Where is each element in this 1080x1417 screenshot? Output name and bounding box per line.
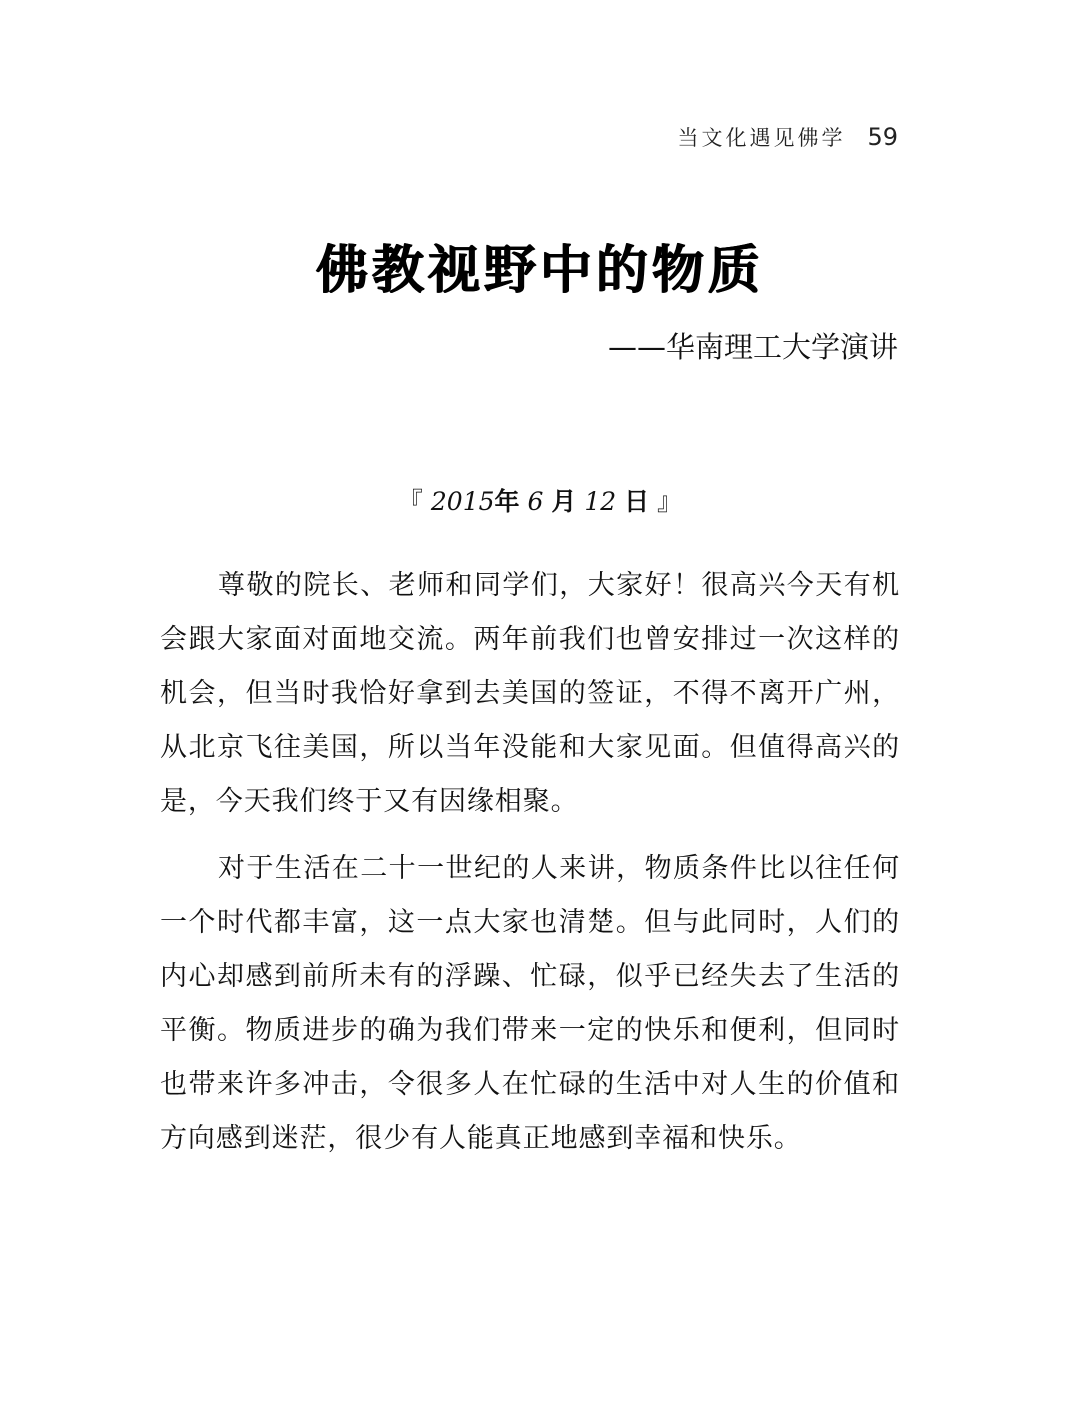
article-title: 佛教视野中的物质: [315, 240, 764, 301]
date-close-bracket: 』: [657, 487, 683, 516]
date-month-unit: 月: [551, 487, 577, 516]
paragraph-2: 对于生活在二十一世纪的人来讲，物质条件比以往任何一个时代都丰富，这一点大家也清楚。但与此同时，人们的内心却感到前所未有的浮躁、忙碌，似乎已经失去了生活的平衡。物质进步的确为我们带来一定的快乐和便利，但同时也带来许多冲击，令很多人在忙碌的生活中对人生的价值和方向感到迷茫，很少有人能真正地感到幸福和快乐。: [160, 853, 900, 1154]
date-month: 6: [527, 487, 544, 516]
date-day-unit: 日: [624, 487, 650, 516]
date-open-bracket: 『: [397, 487, 423, 516]
page-number: 59: [867, 123, 898, 151]
date-year-unit: 年: [494, 487, 520, 516]
running-header: [677, 122, 898, 152]
date-day: 12: [584, 487, 617, 516]
book-title: 当文化遇见佛学: [677, 126, 846, 150]
date-line: [0, 482, 1080, 518]
paragraph-1: 尊敬的院长、老师和同学们，大家好！很高兴今天有机会跟大家面对面地交流。两年前我们也曾安排过一次这样的机会，但当时我恰好拿到去美国的签证，不得不离开广州，从北京飞往美国，所以当年没能和大家见面。但值得高兴的是，今天我们终于又有因缘相聚。: [160, 570, 900, 817]
article-subtitle: ——华南理工大学演讲: [607, 330, 898, 364]
date-year: 2015: [430, 487, 495, 516]
